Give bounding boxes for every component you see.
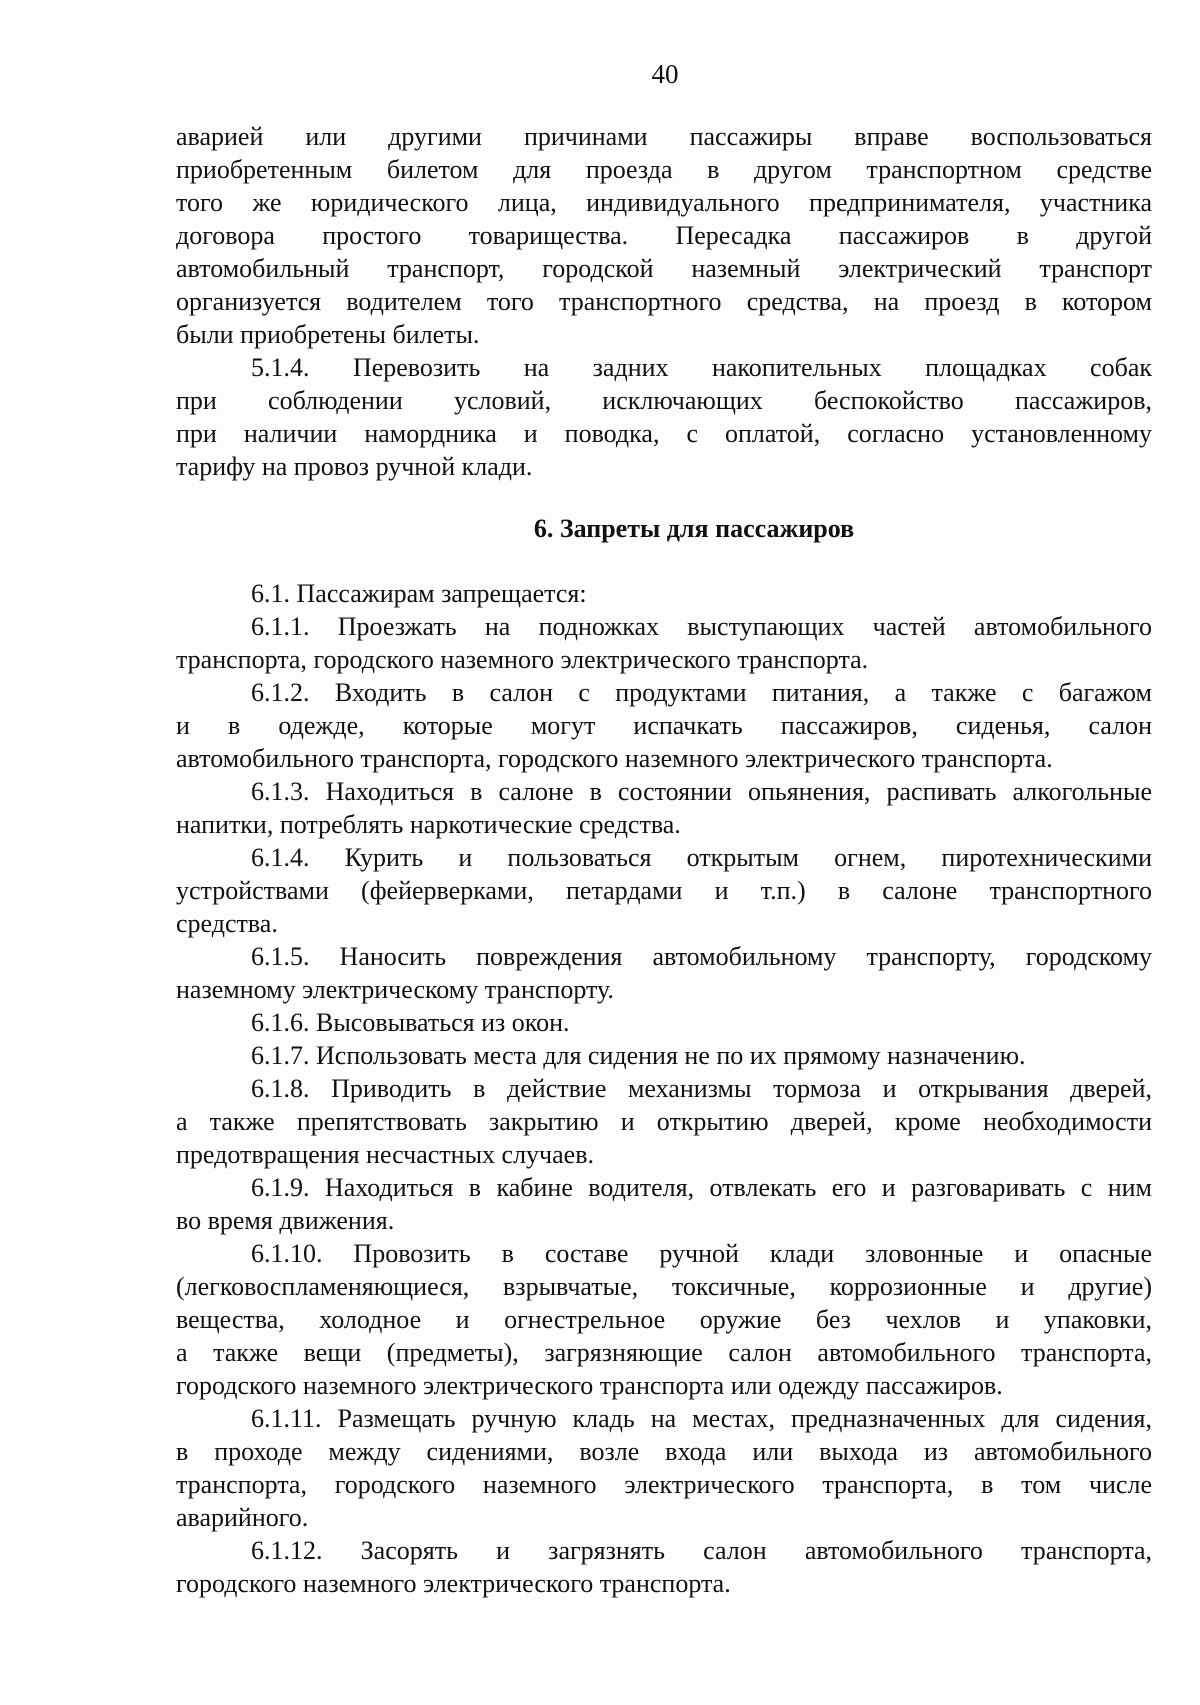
- text-line: того же юридического лица, индивидуального предпринимателя, участника: [176, 188, 1152, 217]
- text-line: автомобильного транспорта, городского наземного электрического транспорта.: [176, 744, 1053, 773]
- text-line: 6.1.6. Высовываться из окон.: [251, 1008, 570, 1037]
- text-line: 6.1.7. Использовать места для сидения не по их прямому назначению.: [251, 1041, 1026, 1070]
- text-line: аварийного.: [176, 1503, 309, 1532]
- text-line: 6.1.4. Курить и пользоваться открытым огнем, пиротехническими: [251, 843, 1152, 872]
- text-line: наземному электрическому транспорту.: [176, 975, 614, 1004]
- text-line: напитки, потреблять наркотические средства.: [176, 810, 681, 839]
- text-line: 6.1.10. Провозить в составе ручной клади зловонные и опасные: [251, 1239, 1152, 1268]
- text-line: 6.1.1. Проезжать на подножках выступающих частей автомобильного: [251, 612, 1152, 641]
- text-line: 6.1. Пассажирам запрещается:: [251, 579, 587, 608]
- text-line: 6.1.12. Засорять и загрязнять салон автомобильного транспорта,: [251, 1536, 1152, 1565]
- text-line: городского наземного электрического транспорта или одежду пассажиров.: [176, 1371, 1003, 1400]
- section-heading: 6. Запреты для пассажиров: [533, 514, 855, 543]
- section-5-continuation: [176, 120, 1152, 483]
- text-line: городского наземного электрического транспорта.: [176, 1569, 731, 1598]
- body-text: [176, 120, 1152, 1600]
- text-line: 6.1.11. Размещать ручную кладь на местах, предназначенных для сидения,: [251, 1404, 1152, 1433]
- text-line: приобретенным билетом для проезда в другом транспортном средстве: [176, 155, 1152, 184]
- text-line: а также вещи (предметы), загрязняющие салон автомобильного транспорта,: [176, 1338, 1152, 1367]
- text-line: а также препятствовать закрытию и открытию дверей, кроме необходимости: [176, 1107, 1152, 1136]
- text-line: 6.1.5. Наносить повреждения автомобильному транспорту, городскому: [251, 942, 1152, 971]
- text-line: договора простого товарищества. Пересадка пассажиров в другой: [176, 221, 1152, 250]
- text-line: автомобильный транспорт, городской наземный электрический транспорт: [176, 254, 1152, 283]
- text-line: при наличии намордника и поводка, с оплатой, согласно установленному: [176, 419, 1152, 448]
- text-line: транспорта, городского наземного электрического транспорта, в том числе: [176, 1470, 1152, 1499]
- text-line: 6.1.2. Входить в салон с продуктами питания, а также с багажом: [251, 678, 1152, 707]
- text-line: и в одежде, которые могут испачкать пассажиров, сиденья, салон: [176, 711, 1152, 740]
- text-line: 6.1.9. Находиться в кабине водителя, отвлекать его и разговаривать с ним: [251, 1173, 1152, 1202]
- text-line: тарифу на провоз ручной клади.: [176, 452, 533, 481]
- page-number: 40: [651, 59, 679, 89]
- text-line: в проходе между сидениями, возле входа или выхода из автомобильного: [176, 1437, 1152, 1466]
- text-line: транспорта, городского наземного электрического транспорта.: [176, 645, 869, 674]
- text-line: 5.1.4. Перевозить на задних накопительных площадках собак: [251, 353, 1152, 382]
- section-6-paragraphs: [176, 577, 1152, 1600]
- text-line: были приобретены билеты.: [176, 320, 480, 349]
- text-line: (легковоспламеняющиеся, взрывчатые, токсичные, коррозионные и другие): [176, 1272, 1152, 1301]
- text-line: во время движения.: [176, 1206, 395, 1235]
- text-line: предотвращения несчастных случаев.: [176, 1140, 594, 1169]
- text-line: организуется водителем того транспортного средства, на проезд в котором: [176, 287, 1152, 316]
- text-line: средства.: [176, 909, 278, 938]
- text-line: 6.1.3. Находиться в салоне в состоянии опьянения, распивать алкогольные: [251, 777, 1152, 806]
- text-line: аварией или другими причинами пассажиры вправе воспользоваться: [176, 122, 1152, 151]
- text-line: 6.1.8. Приводить в действие механизмы тормоза и открывания дверей,: [251, 1074, 1152, 1103]
- text-line: при соблюдении условий, исключающих беспокойство пассажиров,: [176, 386, 1152, 415]
- text-line: устройствами (фейерверками, петардами и т.п.) в салоне транспортного: [176, 876, 1152, 905]
- text-line: вещества, холодное и огнестрельное оружие без чехлов и упаковки,: [176, 1305, 1152, 1334]
